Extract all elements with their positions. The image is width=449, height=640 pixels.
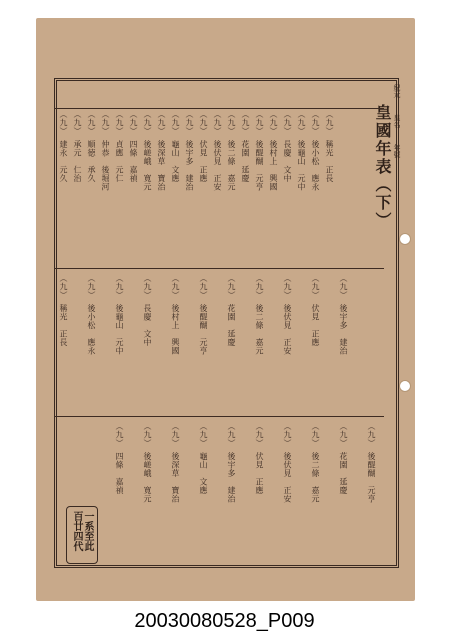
table-column: （九） 伏見 正應 [311, 274, 320, 347]
table-column: （九） 後龜山 元中 [297, 110, 306, 191]
table-column: （九） 承元 仁治 [73, 110, 82, 183]
table-column: （九） 仲恭 後堀河 [101, 110, 110, 191]
row-divider [54, 268, 384, 269]
table-column: （九） 後宇多 建治 [339, 274, 348, 355]
table-column: （九） 稱光 正長 [59, 274, 68, 347]
table-column: （九） 後伏見 正安 [283, 274, 292, 355]
table-column: （九） 後深草 寶治 [171, 422, 180, 503]
table-column: （九） 長慶 文中 [283, 110, 292, 183]
table-column: （九） 順徳 承久 [87, 110, 96, 183]
table-column: （九） 花園 延慶 [241, 110, 250, 183]
table-column: （九） 後伏見 正安 [283, 422, 292, 503]
table-column: （九） 稱光 正長 [325, 110, 334, 183]
header-label-era: 紀元 [393, 84, 401, 98]
binding-hole [399, 233, 411, 245]
table-column: （九） 四條 嘉禎 [129, 110, 138, 183]
table-column: （九） 伏見 正應 [199, 110, 208, 183]
table-column: （九） 後村上 興國 [171, 274, 180, 355]
table-column: （九） 後深草 寶治 [157, 110, 166, 191]
binding-hole [399, 380, 411, 392]
table-column: （九） 龜山 文應 [199, 422, 208, 495]
row-divider [54, 108, 384, 109]
table-column: （九） 後二條 嘉元 [255, 274, 264, 355]
table-column: （九） 後小松 應永 [87, 274, 96, 355]
table-column: （九） 後宇多 建治 [227, 422, 236, 503]
table-column: （九） 建永 元久 [59, 110, 68, 183]
table-column: （九） 後嵯峨 寛元 [143, 110, 152, 191]
lineage-note-box [66, 506, 98, 564]
table-column: （九） 後龜山 元中 [115, 274, 124, 355]
table-column: （九） 伏見 正應 [255, 422, 264, 495]
table-column: （九） 後二條 嘉元 [227, 110, 236, 191]
document-page [36, 18, 415, 601]
table-column: （九） 後醍醐 元亨 [367, 422, 376, 503]
row-divider [54, 416, 384, 417]
header-label-reign: 年號 [393, 144, 401, 158]
page-title: 皇國年表（下） [373, 104, 392, 230]
header-label-emperor: 皇名 [393, 114, 401, 128]
table-column: （九） 花園 延慶 [227, 274, 236, 347]
table-column: （九） 龜山 文應 [171, 110, 180, 183]
table-column: （九） 貞應 元仁 [115, 110, 124, 183]
table-column: （九） 後醍醐 元亨 [199, 274, 208, 355]
lineage-note-line: 一系至此 [82, 511, 93, 551]
lineage-note-line: 百廿四代 [71, 511, 82, 551]
table-column: （九） 長慶 文中 [143, 274, 152, 347]
table-column: （九） 後小松 應永 [311, 110, 320, 191]
table-column: （九） 四條 嘉禎 [115, 422, 124, 495]
table-column: （九） 後村上 興國 [269, 110, 278, 191]
table-column: （九） 花園 延慶 [339, 422, 348, 495]
table-column: （九） 後醍醐 元亨 [255, 110, 264, 191]
table-column: （九） 後二條 嘉元 [311, 422, 320, 503]
table-column: （九） 後伏見 正安 [213, 110, 222, 191]
table-column: （九） 後宇多 建治 [185, 110, 194, 191]
archive-id-caption: 20030080528_P009 [134, 610, 315, 632]
table-column: （九） 後嵯峨 寛元 [143, 422, 152, 503]
